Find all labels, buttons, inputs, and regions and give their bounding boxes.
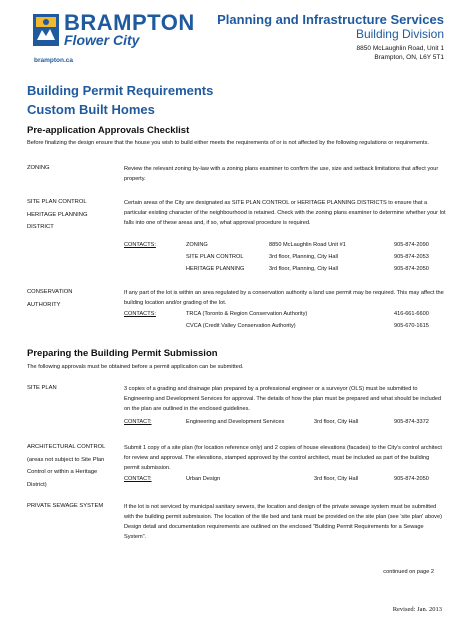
- contact-row: [124, 242, 446, 254]
- architectural-control-label: [27, 441, 117, 491]
- contact-phone: 905-874-2090: [394, 242, 429, 248]
- site-plan-text: 3 copies of a grading and drainage plan prepared by a professional engineer or a surveyor (OLS) must be submitted to Engineering and Development Services for approval. The details of how the plan must be prepared and what should be included on the plan are outlined in the enclosed guidelines.: [124, 386, 442, 412]
- contacts-label: CONTACTS:: [124, 242, 156, 248]
- contact-phone: 905-874-3372: [394, 419, 429, 425]
- site-plan-control-text: Certain areas of the City are designated as SITE PLAN CONTROL or HERITAGE PLANNING DISTRICTS to ensure that a particular existing character of the neighbourhood is retained. Check with the zoning plans examiner to determine whether your lot falls into one of these areas and, if so, what approval procedure is required.: [124, 200, 446, 226]
- site-plan-label: SITE PLAN: [27, 385, 57, 391]
- zoning-label: ZONING: [27, 165, 50, 171]
- contact-name: Urban Design: [186, 476, 221, 482]
- contact-location: 3rd floor, City Hall: [314, 476, 359, 482]
- page-title: Building Permit Requirements: [27, 83, 214, 98]
- contact-row: [124, 254, 446, 266]
- architectural-control-text: Submit 1 copy of a site plan (for location reference only) and 2 copies of house elevations (facades) to the City's control architect for review and approval. The elevations, stamped approved by the control architect, must be included as part of the building permit submission.: [124, 445, 442, 471]
- continued-note: continued on page 2: [383, 569, 434, 575]
- conservation-label: [27, 286, 117, 311]
- label-line: DISTRICT: [27, 224, 54, 230]
- section1-heading: Pre-application Approvals Checklist: [27, 125, 190, 136]
- page-subtitle: Custom Built Homes: [27, 102, 155, 117]
- division-title: Building Division: [355, 27, 444, 41]
- contact-name: ZONING: [186, 242, 208, 248]
- contact-row: [124, 311, 446, 323]
- contact-row: [124, 476, 446, 488]
- address-line-1: 8850 McLaughlin Road, Unit 1: [356, 45, 444, 52]
- label-line: AUTHORITY: [27, 301, 61, 308]
- conservation-text: If any part of the lot is within an area regulated by a conservation authority a land use permit may be required. This may affect the building location and/or grading of the lot.: [124, 290, 444, 306]
- contact-row: [124, 266, 446, 278]
- label-line: HERITAGE PLANNING: [27, 211, 88, 218]
- label-line: ARCHITECTURAL CONTROL: [27, 444, 106, 450]
- label-line: SITE PLAN CONTROL: [27, 199, 87, 205]
- site-plan-control-label: [27, 196, 117, 234]
- contact-location: 3rd floor, Planning, City Hall: [269, 254, 339, 260]
- revised-date: Revised: Jan. 2013: [392, 606, 442, 613]
- section1-intro: Before finalizing the design ensure that the house you wish to build either meets the requirements of or is not affected by the following regulations or requirements.: [27, 140, 429, 146]
- label-line: Control or within a Heritage: [27, 469, 98, 475]
- brand-tagline: Flower City: [64, 32, 140, 48]
- contact-location: 3rd floor, City Hall: [314, 419, 359, 425]
- sewage-system-text: If the lot is not serviced by municipal sanitary sewers, the location and design of the private sewage system must be submitted with the building permit submission. The location of the tile bed and tank must be provided on the site plan (see 'site plan' above) Design detail and documentation requirements are outlined on the enclosed "Building Permit Requirements for a Sewage System".: [124, 504, 442, 540]
- contact-name: SITE PLAN CONTROL: [186, 254, 244, 260]
- address-line-2: Brampton, ON, L6Y 5T1: [374, 54, 444, 61]
- contact-phone: 905-670-1615: [394, 323, 429, 329]
- section2-heading: Preparing the Building Permit Submission: [27, 348, 218, 359]
- contact-phone: 905-874-2053: [394, 254, 429, 260]
- contact-phone: 905-874-2050: [394, 476, 429, 482]
- contact-name: TRCA (Toronto & Region Conservation Authority): [186, 311, 308, 317]
- contact-row: [124, 419, 446, 431]
- label-line: (areas not subject to Site Plan: [27, 456, 105, 463]
- contact-label: CONTACT:: [124, 419, 152, 425]
- zoning-text: Review the relevant zoning by-law with a zoning plans examiner to confirm the use, size and setback limitations that affect your property.: [124, 166, 439, 182]
- contact-phone: 416-661-6600: [394, 311, 429, 317]
- label-line: CONSERVATION: [27, 289, 73, 295]
- contact-name: Engineering and Development Services: [186, 419, 285, 425]
- contact-row: [124, 323, 446, 335]
- contacts-label: CONTACTS:: [124, 311, 156, 317]
- contact-location: 8850 McLaughlin Road Unit #1: [269, 242, 346, 248]
- sewage-system-label: PRIVATE SEWAGE SYSTEM: [27, 503, 104, 509]
- department-title: Planning and Infrastructure Services: [217, 12, 444, 27]
- contact-name: CVCA (Credit Valley Conservation Authority): [186, 323, 296, 329]
- brand-name: BRAMPTON: [64, 10, 195, 35]
- contact-name: HERITAGE PLANNING: [186, 266, 245, 272]
- contact-label: CONTACT:: [124, 476, 152, 482]
- label-line: District): [27, 481, 47, 488]
- brand-url: brampton.ca: [34, 57, 74, 64]
- contact-phone: 905-874-2050: [394, 266, 429, 272]
- brampton-logo-icon: [33, 14, 59, 46]
- section2-intro: The following approvals must be obtained before a permit application can be submitted.: [27, 364, 244, 370]
- contact-location: 3rd floor, Planning, City Hall: [269, 266, 339, 272]
